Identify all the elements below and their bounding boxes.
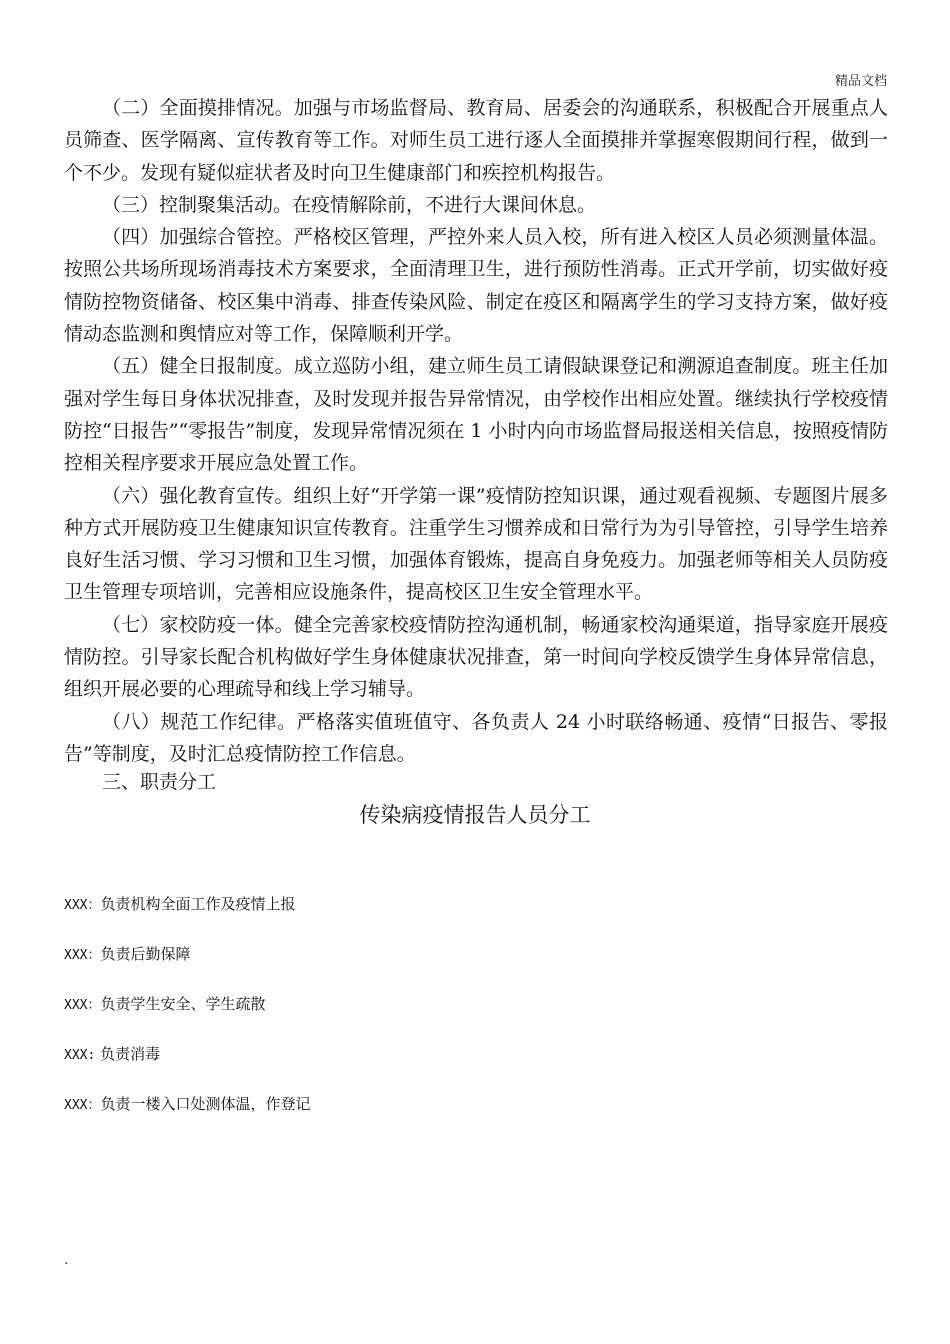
body-text: [64, 92, 888, 770]
duty-person: XXX：: [64, 948, 101, 963]
duty-item: [64, 1093, 884, 1143]
duty-task: 负责后勤保障: [100, 945, 191, 963]
duty-task: 负责学生安全、学生疏散: [100, 995, 266, 1013]
header-mark: 精品文档: [834, 74, 887, 89]
section-heading: 三、职责分工: [102, 771, 217, 793]
duty-person: XXX:: [64, 1048, 96, 1063]
duty-task: 负责消毒: [95, 1045, 161, 1063]
duty-item: [64, 893, 884, 943]
paragraph-5: （五）健全日报制度。成立巡防小组，建立师生员工请假缺课登记和溯源追查制度。班主任加强对学生每日身体状况排查，及时发现并报告异常情况，由学校作出相应处置。继续执行学校疫情防控“日报告”“零报告”制度，发现异常情况须在 1 小时内向市场监督局报送相关信息，按照疫情防控相关程序要求开展应急处置工作。: [64, 355, 888, 475]
paragraph-7: （七）家校防疫一体。健全完善家校疫情防控沟通机制，畅通家校沟通渠道，指导家庭开展疫情防控。引导家长配合机构做好学生身体健康状况排查，第一时间向学校反馈学生身体异常信息，组织开展必要的心理疏导和线上学习辅导。: [64, 613, 888, 701]
paragraph-8: （八）规范工作纪律。严格落实值班值守、各负责人 24 小时联络畅通、疫情“日报告、零报告”等制度，及时汇总疫情防控工作信息。: [64, 710, 888, 765]
paragraph-3: （三）控制聚集活动。在疫情解除前，不进行大课间休息。: [102, 193, 597, 216]
paragraph-2: （二）全面摸排情况。加强与市场监督局、教育局、居委会的沟通联系，积极配合开展重点人员筛查、医学隔离、宣传教育等工作。对师生员工进行逐人全面摸排并掌握寒假期间行程，做到一个不少。发现有疑似症状者及时向卫生健康部门和疾控机构报告。: [64, 97, 888, 184]
duty-item: [64, 993, 884, 1043]
duty-person: XXX：: [64, 1098, 101, 1113]
duty-person: XXX：: [64, 898, 101, 913]
duty-person: XXX：: [64, 998, 101, 1013]
duty-item: [64, 1043, 884, 1093]
paragraph-4: （四）加强综合管控。严格校区管理，严控外来人员入校，所有进入校区人员必须测量体温。按照公共场所现场消毒技术方案要求，全面清理卫生，进行预防性消毒。正式开学前，切实做好疫情防控物资储备、校区集中消毒、排查传染风险、制定在疫区和隔离学生的学习支持方案，做好疫情动态监测和舆情应对等工作，保障顺利开学。: [64, 226, 888, 346]
footer-mark: .: [64, 1252, 69, 1268]
duty-task: 负责一楼入口处测体温，作登记: [100, 1095, 311, 1113]
duty-task: 负责机构全面工作及疫情上报: [100, 895, 296, 913]
table-title: 传染病疫情报告人员分工: [359, 803, 591, 827]
duty-list: [64, 893, 884, 1143]
paragraph-6: （六）强化教育宣传。组织上好“开学第一课”疫情防控知识课，通过观看视频、专题图片展多种方式开展防疫卫生健康知识宣传教育。注重学生习惯养成和日常行为为引导管控，引导学生培养良好生活习惯、学习习惯和卫生习惯，加强体育锻炼，提高自身免疫力。加强老师等相关人员防疫卫生管理专项培训，完善相应设施条件，提高校区卫生安全管理水平。: [64, 484, 888, 604]
duty-item: [64, 943, 884, 993]
